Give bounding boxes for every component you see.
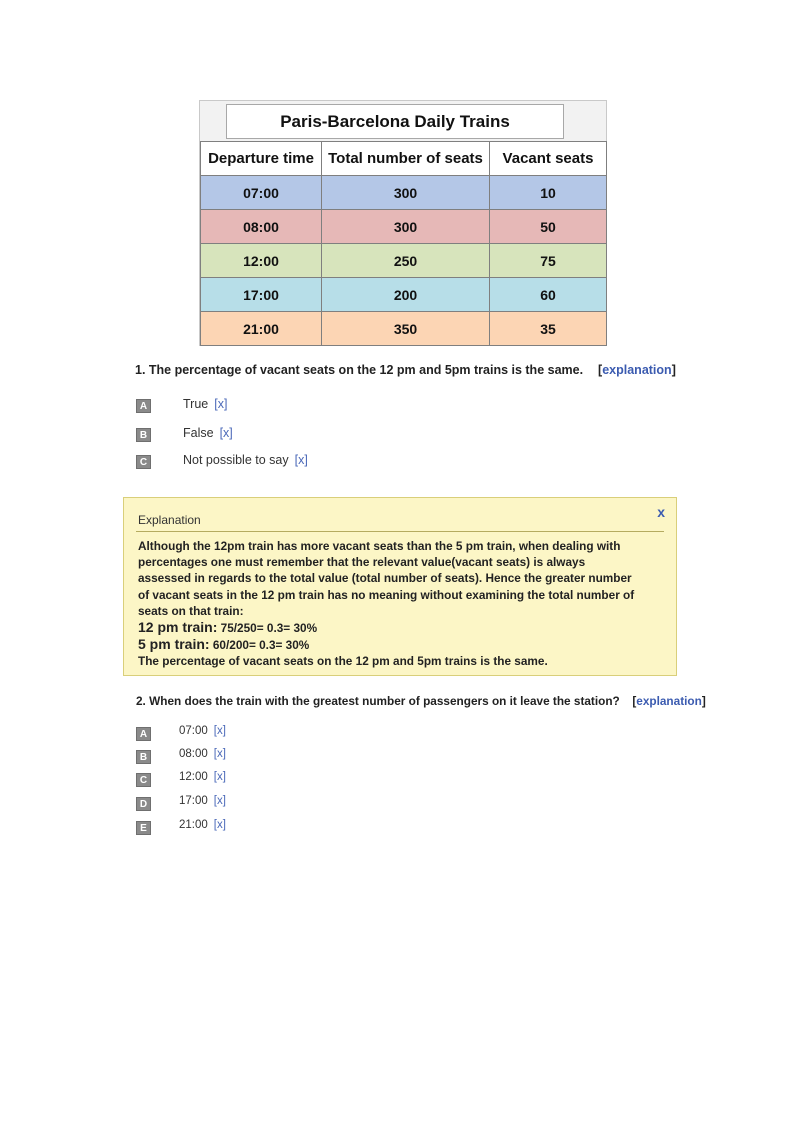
explanation-line: percentages one must remember that the relevant value(vacant seats) is always <box>138 555 586 570</box>
question-1 <box>135 363 676 377</box>
header-total-seats: Total number of seats <box>322 142 490 176</box>
explanation-body <box>138 538 668 670</box>
option-text: 21:00 <box>179 819 208 831</box>
cell-vacant-seats: 75 <box>490 244 607 278</box>
q2-option-b-label <box>179 748 226 760</box>
explanation-line: Although the 12pm train has more vacant seats than the 5 pm train, when dealing with <box>138 539 621 553</box>
option-select-link[interactable]: [x] <box>214 397 228 411</box>
cell-total-seats: 250 <box>322 244 490 278</box>
option-letter-badge: E <box>136 821 151 835</box>
q2-option-b[interactable] <box>136 750 151 764</box>
table-title: Paris-Barcelona Daily Trains <box>226 104 564 139</box>
link-close-bracket: ] <box>671 363 676 377</box>
option-text: Not possible to say <box>183 453 289 467</box>
q2-option-a[interactable] <box>136 727 151 741</box>
q1-option-c[interactable] <box>136 455 151 469</box>
explanation-line: seats on that train: <box>138 603 244 618</box>
option-letter-badge: C <box>136 455 151 469</box>
explanation-line: of vacant seats in the 12 pm train has no meaning without examining the total number of <box>138 587 635 602</box>
option-select-link[interactable]: [x] <box>213 819 226 831</box>
question-2-explanation-link[interactable] <box>632 694 705 708</box>
explanation-panel <box>123 497 677 676</box>
cell-vacant-seats: 60 <box>490 278 607 312</box>
q2-option-d-label <box>179 795 226 807</box>
option-text: False <box>183 426 214 440</box>
cell-total-seats: 300 <box>322 210 490 244</box>
option-select-link[interactable]: [x] <box>213 771 226 783</box>
table-title-row <box>200 101 606 141</box>
cell-departure-time: 21:00 <box>201 312 322 346</box>
calc-line-5pm <box>138 636 668 653</box>
table-row <box>201 244 607 278</box>
explanation-link-label: explanation <box>602 363 672 377</box>
option-text: True <box>183 397 209 411</box>
table-row <box>201 278 607 312</box>
option-text: 07:00 <box>179 725 208 737</box>
question-2-text: 2. When does the train with the greatest number of passengers on it leave the station? <box>136 694 620 708</box>
option-text: 08:00 <box>179 748 208 760</box>
option-letter-badge: C <box>136 773 151 787</box>
trains-table-card <box>199 100 607 346</box>
header-departure-time: Departure time <box>201 142 322 176</box>
calc-label: 5 pm train: <box>138 636 210 653</box>
header-vacant-seats: Vacant seats <box>490 142 607 176</box>
q1-option-b[interactable] <box>136 428 151 442</box>
cell-total-seats: 300 <box>322 176 490 210</box>
option-letter-badge: B <box>136 750 151 764</box>
option-text: 17:00 <box>179 795 208 807</box>
q1-option-a[interactable] <box>136 399 151 413</box>
q2-option-c[interactable] <box>136 773 151 787</box>
explanation-line: assessed in regards to the total value (total number of seats). Hence the greater number <box>138 571 632 586</box>
trains-table <box>200 141 607 346</box>
explanation-divider <box>136 531 664 532</box>
option-text: 12:00 <box>179 771 208 783</box>
option-letter-badge: A <box>136 727 151 741</box>
option-select-link[interactable]: [x] <box>213 795 226 807</box>
cell-departure-time: 17:00 <box>201 278 322 312</box>
q1-option-c-label <box>183 453 308 467</box>
option-select-link[interactable]: [x] <box>213 725 226 737</box>
q1-option-a-label <box>183 397 227 411</box>
cell-departure-time: 12:00 <box>201 244 322 278</box>
calc-value: 60/200= 0.3= 30% <box>212 638 310 653</box>
q2-option-d[interactable] <box>136 797 151 811</box>
explanation-link-label: explanation <box>636 694 702 708</box>
option-select-link[interactable]: [x] <box>213 748 226 760</box>
table-row <box>201 176 607 210</box>
link-close-bracket: ] <box>701 694 706 708</box>
cell-departure-time: 08:00 <box>201 210 322 244</box>
table-row <box>201 210 607 244</box>
cell-departure-time: 07:00 <box>201 176 322 210</box>
explanation-conclusion: The percentage of vacant seats on the 12 pm and 5pm trains is the same. <box>138 654 548 669</box>
question-1-text: 1. The percentage of vacant seats on the 12 pm and 5pm trains is the same. <box>135 363 584 377</box>
option-letter-badge: A <box>136 399 151 413</box>
option-letter-badge: D <box>136 797 151 811</box>
calc-value: 75/250= 0.3= 30% <box>220 621 318 636</box>
table-row <box>201 312 607 346</box>
option-select-link[interactable]: [x] <box>219 426 233 440</box>
cell-vacant-seats: 10 <box>490 176 607 210</box>
explanation-title: Explanation <box>138 513 201 527</box>
cell-total-seats: 200 <box>322 278 490 312</box>
cell-total-seats: 350 <box>322 312 490 346</box>
q2-option-a-label <box>179 725 226 737</box>
cell-vacant-seats: 35 <box>490 312 607 346</box>
question-2 <box>136 694 706 708</box>
question-1-explanation-link[interactable] <box>598 363 676 377</box>
cell-vacant-seats: 50 <box>490 210 607 244</box>
link-open-bracket: [ <box>598 363 603 377</box>
close-icon[interactable]: x <box>657 504 665 520</box>
calc-label: 12 pm train: <box>138 619 218 636</box>
option-select-link[interactable]: [x] <box>294 453 308 467</box>
calc-line-12pm <box>138 619 668 636</box>
q2-option-e[interactable] <box>136 821 151 835</box>
q2-option-c-label <box>179 771 226 783</box>
q1-option-b-label <box>183 426 233 440</box>
option-letter-badge: B <box>136 428 151 442</box>
q2-option-e-label <box>179 819 226 831</box>
link-open-bracket: [ <box>632 694 637 708</box>
table-header-row <box>201 142 607 176</box>
